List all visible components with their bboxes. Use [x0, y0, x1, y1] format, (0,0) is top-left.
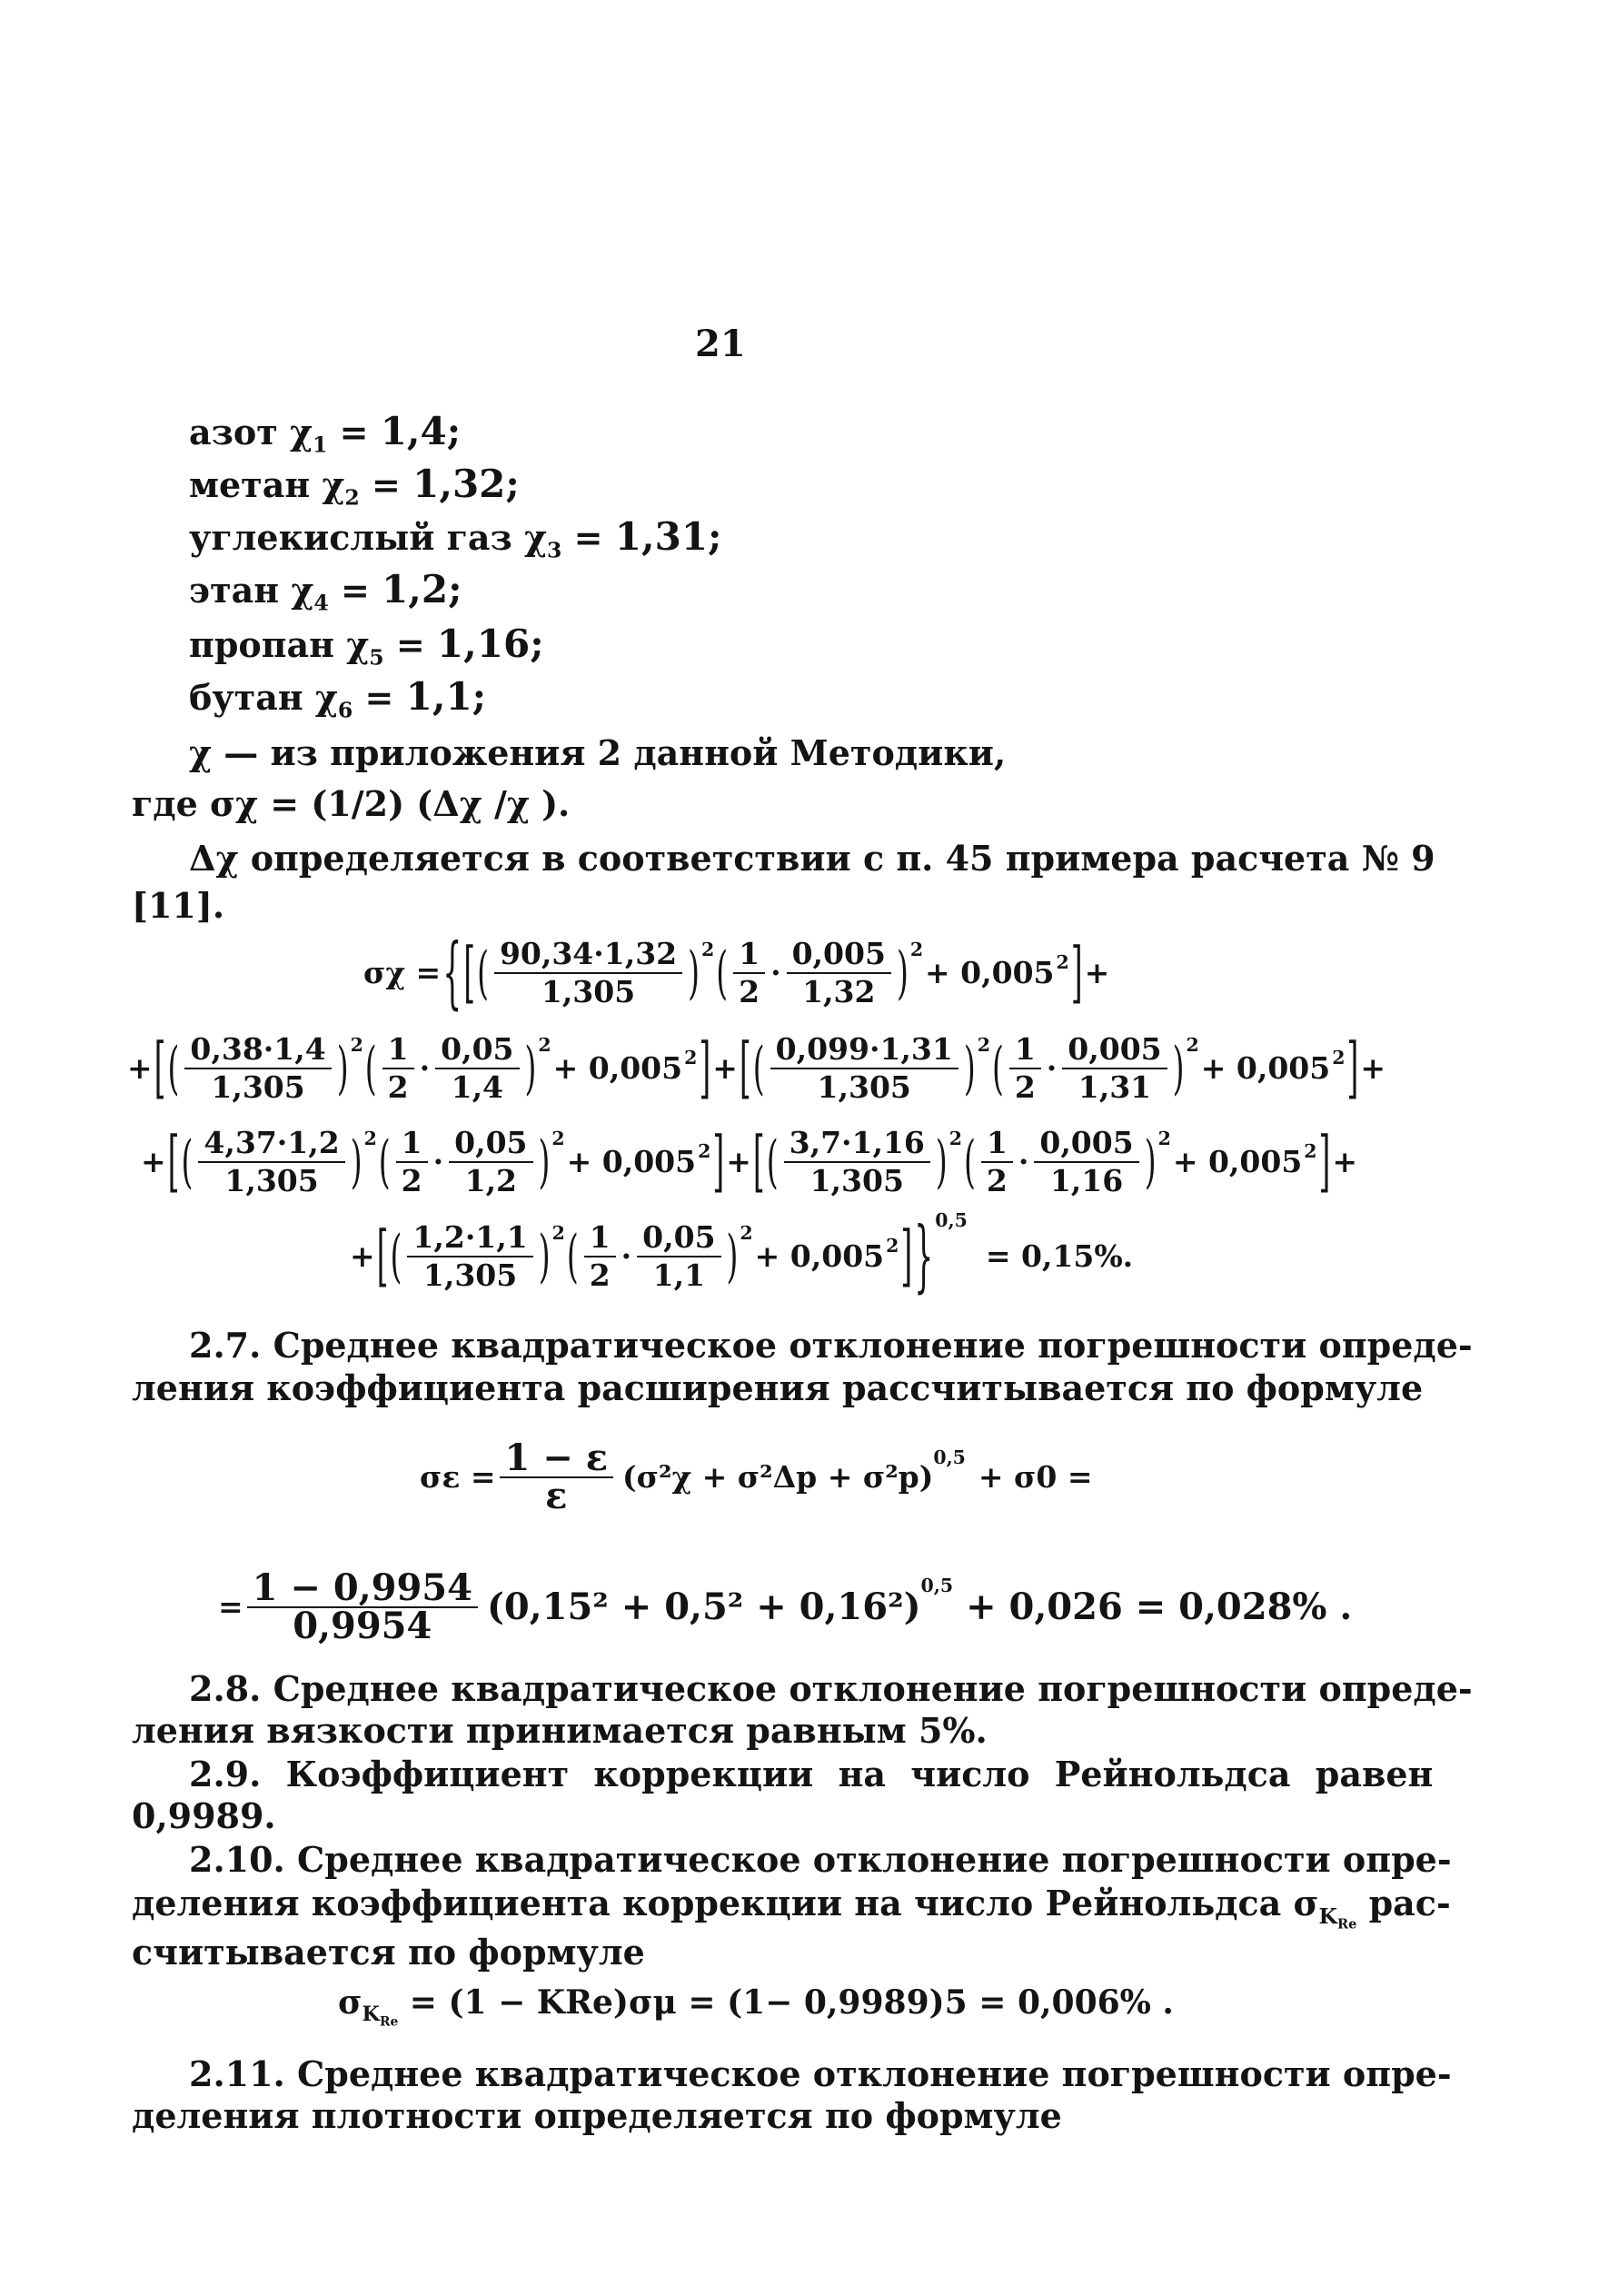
dot: · [770, 955, 781, 990]
sigma-chi-line: σχ = { [ ( $\frac{90,34\cdot 1,32}{1,305}$ ) $^2$ ( $\frac{1}{2}$ · $\frac{0,005}{1,32}$ ) $^2$ + 0,005 $^2$ ] + [363, 936, 1109, 1010]
chi-symbol: χ [291, 570, 314, 611]
equals: = [359, 464, 413, 505]
small-fraction [1034, 1125, 1138, 1199]
delta-line-part2: расчета № 9 [1190, 838, 1435, 879]
gas-value: 1,32; [412, 462, 520, 506]
sigma-eps-calc-tail: + 0,026 = 0,028% . [966, 1585, 1353, 1628]
term-num: 90,34·1,32 [494, 936, 682, 974]
para-2-10-line1: 2.10. Среднее квадратическое отклонение погрешности опре- [189, 1839, 1452, 1880]
small-num: 0,05 [449, 1125, 532, 1163]
paren-open: ( [566, 1222, 579, 1290]
sigma-kre-lhs: $\sigma_{K_{Re}}$ [338, 1983, 399, 2030]
gas-name: этан [189, 570, 280, 611]
para-2-10-line2b: рас- [1368, 1883, 1451, 1923]
sigma-eps-calc-fraction [247, 1566, 478, 1647]
sigma-eps-paren: (σ²χ + σ²Δp + σ²p) [622, 1459, 934, 1495]
plus-term: + 0,005 [1200, 1050, 1331, 1086]
small-num: 0,005 [787, 936, 891, 974]
paren-open: ( [181, 1128, 194, 1196]
small-fraction [787, 936, 891, 1010]
sigma-chi-line: + [ ( $\frac{1,2\cdot 1,1}{1,305}$ ) $^2$ ( $\frac{1}{2}$ · $\frac{0,05}{1,1}$ ) $^2$ + 0,005 $^2$ ] } $^{0,5}$ = 0,15%. [350, 1219, 1133, 1294]
gas-list-item [189, 674, 487, 723]
dot: · [1018, 1144, 1029, 1179]
equals: = [383, 624, 437, 665]
small-den: 1,4 [451, 1069, 504, 1105]
delta-line-part1: Δχ определяется в соответствии с п. 45 примера [189, 838, 1191, 879]
term-num: 3,7·1,16 [784, 1125, 930, 1163]
brace-open: { [442, 926, 462, 1019]
paren-open: ( [364, 1034, 377, 1102]
paren-close: ) [935, 1128, 948, 1196]
half-num: 1 [396, 1125, 428, 1163]
term-num: 0,099·1,31 [770, 1031, 958, 1069]
small-num: 0,05 [637, 1219, 720, 1257]
term-den: 1,305 [809, 1163, 904, 1198]
para-2-10-sub: KRe [1318, 1903, 1357, 1933]
term-num: 0,38·1,4 [184, 1031, 331, 1069]
chi-subscript: 4 [313, 590, 329, 616]
gas-list-item [189, 514, 722, 563]
plus-term: + 0,005 [754, 1238, 885, 1274]
sigma-eps-calc: = $\frac{1 - 0,9954}{0,9954}$ (0,15² + 0,5² + 0,16²) $^{0,5}$ + 0,026 = 0,028% . [218, 1566, 1353, 1647]
gas-name: углекислый газ [189, 517, 512, 558]
gas-name: пропан [189, 624, 334, 665]
small-num: 0,005 [1034, 1125, 1138, 1163]
para-2-7-line1: 2.7. Среднее квадратическое отклонение погрешности опреде- [189, 1325, 1473, 1366]
small-fraction [449, 1125, 532, 1199]
bracket-close: ] [699, 1029, 711, 1107]
sigma-eps-num: 1 − ε [500, 1440, 614, 1478]
brace-close: } [914, 1209, 934, 1302]
gas-value: 1,4; [380, 409, 462, 453]
bracket-open: [ [154, 1029, 166, 1107]
gas-name: метан [189, 464, 311, 505]
small-num: 0,005 [1062, 1031, 1167, 1069]
sigma-chi-result: = 0,15%. [985, 1238, 1134, 1274]
para-2-9-line1: 2.9. Коэффициент коррекции на число Рейнольдса равен [189, 1754, 1434, 1794]
equals: = [327, 412, 381, 452]
page-number: 21 [695, 323, 746, 365]
gas-list-item [189, 409, 462, 458]
chi-subscript: 3 [547, 537, 562, 563]
paren-close: ) [963, 1034, 976, 1102]
half-fraction [1009, 1031, 1041, 1106]
paren-open: ( [390, 1222, 402, 1290]
half-num: 1 [382, 1031, 414, 1069]
bracket-open: [ [167, 1122, 180, 1200]
small-fraction [435, 1031, 519, 1106]
half-fraction [733, 936, 765, 1010]
paren-close: ) [538, 1222, 551, 1290]
chi-symbol: χ [322, 464, 345, 505]
gas-name: бутан [189, 677, 303, 718]
para-2-9-line2: 0,9989. [132, 1795, 276, 1836]
paren-close: ) [538, 1128, 551, 1196]
term-fraction [770, 1031, 958, 1106]
term-fraction [494, 936, 682, 1010]
term-den: 1,305 [541, 974, 636, 1009]
half-fraction [981, 1125, 1013, 1199]
chi-symbol: χ [314, 677, 338, 718]
chi-symbol: χ [346, 624, 370, 665]
sigma-eps-tail: + σ0 = [978, 1459, 1093, 1495]
paren-close: ) [336, 1034, 349, 1102]
paren-open: ( [378, 1128, 391, 1196]
gas-value: 1,2; [382, 567, 462, 611]
paren-open: ( [991, 1034, 1004, 1102]
delta-line [189, 838, 1435, 880]
small-den: 1,2 [464, 1163, 518, 1198]
half-den: 2 [589, 1257, 611, 1293]
small-den: 1,31 [1078, 1069, 1152, 1105]
sigma-eps-calc-num: 1 − 0,9954 [247, 1570, 478, 1608]
gas-name: азот [189, 412, 278, 452]
term-num: 4,37·1,2 [198, 1125, 344, 1163]
term-den: 1,305 [224, 1163, 319, 1198]
half-fraction [396, 1125, 428, 1199]
half-den: 2 [387, 1069, 409, 1105]
small-num: 0,05 [435, 1031, 519, 1069]
term-fraction [784, 1125, 930, 1199]
delta-line-ref: [11]. [132, 885, 225, 926]
dot: · [432, 1144, 444, 1179]
paren-open: ( [167, 1034, 180, 1102]
chi-subscript: 1 [313, 432, 328, 458]
bracket-open: [ [463, 933, 476, 1011]
paren-close: ) [524, 1034, 537, 1102]
sigma-eps-fraction [500, 1436, 614, 1517]
bracket-close: ] [1346, 1029, 1359, 1107]
paren-open: ( [716, 939, 729, 1007]
equals: = [328, 570, 382, 611]
paren-close: ) [896, 939, 909, 1007]
sigma-eps-calc-eq: = [218, 1589, 243, 1625]
half-fraction [584, 1219, 616, 1294]
paren-close: ) [1172, 1034, 1185, 1102]
paren-close: ) [1144, 1128, 1157, 1196]
half-num: 1 [584, 1219, 616, 1257]
sigma-eps-den: ε [545, 1475, 568, 1517]
sigma-chi-line: + [ ( $\frac{0,38\cdot 1,4}{1,305}$ ) $^2$ ( $\frac{1}{2}$ · $\frac{0,05}{1,4}$ ) $^2$ + 0,005 $^2$ ] + [ ( $\frac{0,099\cdot 1,31}{1,305}$ ) $^2$ ( $\frac{1}{2}$ · $\frac{0,005}{1,31}$ ) $^2$ + 0,005 $^2$ ] + [127, 1031, 1386, 1106]
half-den: 2 [1014, 1069, 1036, 1105]
half-den: 2 [986, 1163, 1008, 1198]
gas-value: 1,16; [436, 621, 544, 666]
sigma-eps-lhs: σε = [420, 1459, 496, 1495]
bracket-close: ] [1318, 1122, 1331, 1200]
plus-term: + 0,005 [566, 1144, 697, 1179]
term-fraction [198, 1125, 344, 1199]
bracket-open: [ [739, 1029, 751, 1107]
half-fraction [382, 1031, 414, 1106]
para-2-10-line2 [132, 1883, 1451, 1933]
half-num: 1 [1009, 1031, 1041, 1069]
para-2-11-line1: 2.11. Среднее квадратическое отклонение погрешности опре- [189, 2053, 1452, 2094]
sigma-chi-lhs: σχ = [363, 955, 442, 990]
gas-value: 1,31; [614, 514, 722, 559]
chi-subscript: 5 [369, 644, 384, 671]
sigma-eps-calc-den: 0,9954 [293, 1605, 432, 1647]
bracket-close: ] [712, 1122, 725, 1200]
chi-note: χ — из приложения 2 данной Методики, [189, 732, 1007, 773]
chi-subscript: 2 [344, 484, 360, 511]
paren-open: ( [477, 939, 489, 1007]
gas-list-item [189, 462, 520, 511]
bracket-close: ] [1070, 933, 1083, 1011]
bracket-open: [ [752, 1122, 765, 1200]
paren-close: ) [688, 939, 700, 1007]
plus-term: + 0,005 [552, 1050, 683, 1086]
para-2-8-line1: 2.8. Среднее квадратическое отклонение погрешности опреде- [189, 1668, 1473, 1709]
para-2-7-line2: ления коэффициента расширения рассчитывается по формуле [132, 1367, 1424, 1408]
dot: · [419, 1050, 431, 1086]
plus-term: + 0,005 [1172, 1144, 1303, 1179]
half-den: 2 [739, 974, 760, 1009]
sigma-kre-formula [338, 1983, 1174, 2030]
chi-symbol: χ [524, 517, 548, 558]
half-num: 1 [733, 936, 765, 974]
para-2-11-line2: деления плотности определяется по формуле [132, 2095, 1062, 2136]
half-num: 1 [981, 1125, 1013, 1163]
equals: = [353, 677, 406, 718]
small-fraction [637, 1219, 720, 1294]
sigma-eps-calc-paren: (0,15² + 0,5² + 0,16²) [486, 1585, 921, 1628]
paren-close: ) [726, 1222, 739, 1290]
gas-value: 1,1; [405, 674, 487, 719]
bracket-close: ] [900, 1217, 913, 1295]
paren-open: ( [752, 1034, 765, 1102]
small-fraction [1062, 1031, 1167, 1106]
term-den: 1,305 [422, 1257, 518, 1293]
small-den: 1,1 [652, 1257, 706, 1293]
bracket-open: [ [376, 1217, 389, 1295]
sigma-eps-formula: σε = $\frac{1 - \varepsilon}{\varepsilon}$ (σ²χ + σ²Δp + σ²p) $^{0,5}$ + σ0 = [420, 1436, 1093, 1517]
term-den: 1,305 [817, 1069, 911, 1105]
small-den: 1,32 [802, 974, 876, 1009]
para-2-8-line2: ления вязкости принимается равным 5%. [132, 1710, 988, 1751]
paren-open: ( [964, 1128, 976, 1196]
gas-list-item [189, 621, 544, 671]
dot: · [621, 1238, 632, 1274]
paren-close: ) [350, 1128, 363, 1196]
para-2-10-line3: считывается по формуле [132, 1932, 645, 1973]
paren-open: ( [766, 1128, 779, 1196]
half-den: 2 [401, 1163, 422, 1198]
sigma-chi-line: + [ ( $\frac{4,37\cdot 1,2}{1,305}$ ) $^2$ ( $\frac{1}{2}$ · $\frac{0,05}{1,2}$ ) $^2$ + 0,005 $^2$ ] + [ ( $\frac{3,7\cdot 1,16}{1,305}$ ) $^2$ ( $\frac{1}{2}$ · $\frac{0,005}{1,16}$ ) $^2$ + 0,005 $^2$ ] + [141, 1125, 1357, 1199]
dot: · [1046, 1050, 1058, 1086]
where-line: где σχ = (1/2) (Δχ /χ ). [132, 783, 571, 824]
para-2-10-line2a: деления коэффициента коррекции на число Рейнольдса σ [132, 1883, 1319, 1923]
chi-subscript: 6 [337, 697, 353, 723]
chi-symbol: χ [290, 412, 313, 452]
equals: = [561, 517, 615, 558]
term-den: 1,305 [211, 1069, 305, 1105]
plus-term: + 0,005 [925, 955, 1055, 990]
term-fraction [407, 1219, 532, 1294]
sigma-kre-rhs: = (1 − KRe)σμ = (1− 0,9989)5 = 0,006% . [409, 1983, 1174, 2022]
term-fraction [184, 1031, 331, 1106]
gas-list-item [189, 567, 462, 616]
small-den: 1,16 [1049, 1163, 1124, 1198]
term-num: 1,2·1,1 [407, 1219, 532, 1257]
